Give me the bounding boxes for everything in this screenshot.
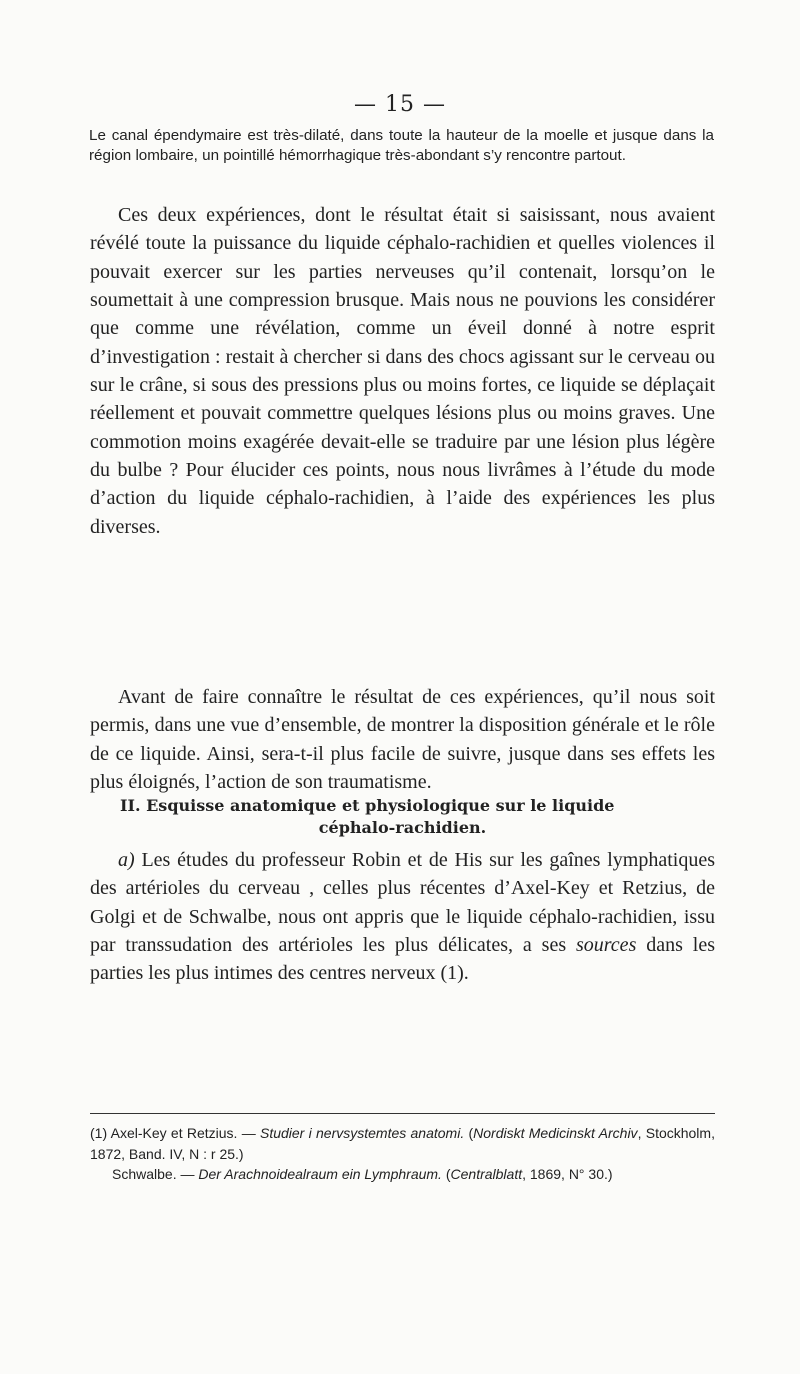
footnotes — [90, 1123, 715, 1185]
footnote-2-title: Der Arachnoidealraum ein Lymphraum. — [198, 1166, 442, 1182]
paragraph-studies-text-2: dans les parties les plus intimes des centres nerveux (1). — [90, 934, 715, 985]
footnote-2-author: Schwalbe. — — [112, 1166, 199, 1182]
footnote-2-journal: Centralblatt — [450, 1166, 523, 1182]
paragraph-studies-italic-word: sources — [575, 934, 637, 957]
footnote-1 — [90, 1123, 715, 1164]
paragraph-experiences: Ces deux expériences, dont le résultat était si saisissant, nous avaient révélé toute la puissance du liquide céphalo-rachidien et quelles violences il pouvait exercer sur les parties nerveuses qu’il contenait, lorsqu’on le soumettait à une compression brusque. Mais nous ne pouvions les considérer que comme une révélation, comme un éveil donné à notre esprit d’investigation : restait à chercher si dans des chocs agissant sur le cerveau ou sur le crâne, si sous des pressions plus ou moins fortes, ce liquide se déplaçait réellement et pouvait commettre quelques lésions plus ou moins graves. Une commotion moins exagérée devait-elle se traduire par une lésion plus légère du bulbe ? Pour élucider ces points, nous nous livrâmes à l’étude du mode d’action du liquide céphalo-rachidien, à l’aide des expériences les plus diverses. — [90, 204, 715, 538]
section-heading — [90, 795, 715, 839]
footnote-2 — [90, 1164, 715, 1185]
paragraph-studies-text-1: Les études du professeur Robin et de His sur les gaînes lymphatiques des artérioles du cerveau , celles plus récentes d’Axel-Key et Retzius, de Golgi et de Schwalbe, nous ont appris que le liquide céphalo-rachidien, issu par transsudation des artérioles les plus délicates, a ses — [90, 849, 715, 957]
footnote-1-paren: ( — [464, 1125, 474, 1141]
section-heading-line1: II. Esquisse anatomique et physiologique sur le liquide — [120, 796, 615, 815]
footnote-1-title: Studier i nervsystemtes anatomi. — [259, 1125, 465, 1141]
footnote-2-details: , 1869, N° 30.) — [522, 1166, 613, 1182]
footnote-1-authors: (1) Axel-Key et Retzius. — — [90, 1125, 260, 1141]
page-number: — 15 — — [354, 92, 446, 117]
paragraph-disposition: Avant de faire connaître le résultat de ces expériences, qu’il nous soit permis, dans une vue d’ensemble, de montrer la disposition générale et le rôle de ce liquide. Ainsi, sera-t-il plus facile de suivre, jusque dans ses effets les plus éloignés, l’action de son traumatisme. — [90, 686, 715, 794]
footnote-divider — [90, 1113, 715, 1114]
intro-paragraph: Le canal épendymaire est très-dilaté, dans toute la hauteur de la moelle et jusque dans la région lombaire, un pointillé hémorrhagique très-abondant s’y rencontre partout. — [89, 127, 714, 164]
paragraph-studies — [90, 846, 715, 988]
footnote-1-journal: Nordiskt Medicinskt Archiv — [473, 1125, 638, 1141]
footnote-1-details: , Stockholm, 1872, Band. IV, N : r 25.) — [90, 1125, 715, 1162]
section-heading-line2: céphalo-rachidien. — [318, 818, 487, 837]
paragraph-label: a) — [118, 849, 135, 871]
footnote-2-paren: ( — [441, 1166, 451, 1182]
